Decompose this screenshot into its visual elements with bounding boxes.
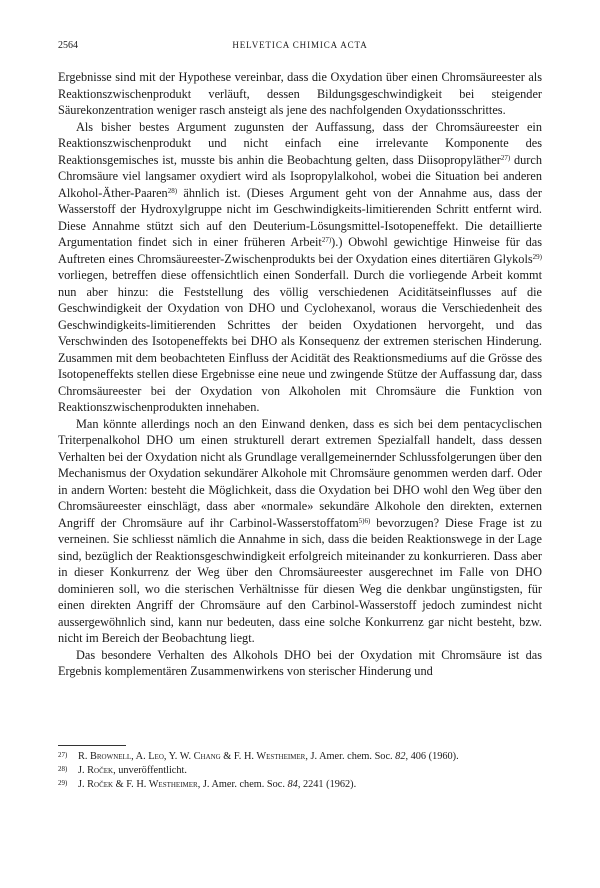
text-run: bevorzugen? Diese Frage ist zu verneinen. Sie schliesst nämlich die Annahme in sich, dass die beiden Reaktionswege in der Lage sind, bezüglich der Reaktionsgeschwindigkeit erfolgreich miteinander zu konkurrieren. Dass aber in dieser Konkurrenz der Weg über den Chromsäureester ausgerechnet im Falle von DHO dominieren soll, wo die sterischen Verhältnisse für diesen Weg die denkbar ungünstigsten, für einen direkten Angriff der Chromsäure auf den Carbinol-Wasserstoff jedoch zumindest nicht aussergewöhnlich sind, kann nur bedeuten, dass eine solche Konkurrenz gar nicht besteht, bzw. nicht im Bereich der Beobachtung liegt. [58,515,542,645]
author-names: R. Brownell, A. Leo, Y. W. Chang [78,751,221,762]
footnote-reference: 6) [364,516,371,525]
paragraph [58,416,542,647]
text-run: Als bisher bestes Argument zugunsten der Auffassung, dass der Chromsäureester ein Reaktionszwischenprodukt und nicht einfach eine irrelevante Komponente des Reaktionsgemisches ist, musste bis anhin die Beobachtung gelten, dass Diisopropyläther [58,119,542,167]
text-run: Das besondere Verhalten des Alkohols DHO bei der Oxydation mit Chromsäure ist das Ergebnis komplementären Zusammenwirkens von sterischer Hinderung und [58,647,542,678]
text-run: , 406 (1960). [405,751,459,762]
page-number: 2564 [58,40,78,51]
footnote-mark: 28) [58,765,68,773]
footnote-reference: 5) [358,516,365,525]
author-names: F. H. Westheimer [233,751,306,762]
footnote-separator [58,745,126,746]
footnote [58,778,542,792]
text-run: ähnlich ist. (Dieses Argument geht von der Annahme aus, dass der Wasserstoff der Hydroxylgruppe nicht im Geschwindigkeits-limitierenden Schritt entfernt wird. Diese Annahme stützt sich auf den Deuterium-Lösungsmittel-Isotopeneffekt. Die detaillierte Argumentation findet sich in einer früheren Arbeit [58,185,542,249]
author-names: F. H. Westheimer [126,779,198,790]
paragraph [58,647,542,680]
volume-number: 82 [395,751,406,762]
text-run: vorliegen, betreffen diese offensichtlich einen Sonderfall. Durch die vorliegende Arbeit kommt nun aber hinzu: die Feststellung des völlig verschiedenen Aciditätseinflusses auf die Geschwindigkeit der Oxydation von DHO und Cyclohexanol, woraus die Verschiedenheit des Geschwindigkeits-limitierenden Schrittes der beiden Oxydationen hervorgeht, und das Verschwinden des Isotopeneffekts bei DHO als Konsequenz der extremen sterischen Hinderung. Zusammen mit dem beobachteten Einfluss der Acidität des Reaktionsmediums auf die Grösse des Isotopeneffekts stellen diese Ergebnisse eine neue und zwingende Stütze der Auffassung dar, dass Chromsäureester bei der Oxydation von Alkoholen mit Chromsäure die Funktion von Reaktionszwischenprodukten innehaben. [58,268,542,414]
volume-number: 84 [287,779,298,790]
text-run: , 2241 (1962). [297,779,357,790]
text-run: & [220,751,234,762]
text-run: ).) Obwohl gewichtige Hinweise für das Auftreten eines Chromsäureester-Zwischenprodukts bei der Oxydation eines ditertiären Glykols [58,235,542,266]
running-header [58,40,542,54]
footnote-mark: 27) [58,751,68,759]
text-run: Ergebnisse sind mit der Hypothese vereinbar, dass die Oxydation über einen Chromsäureester als Reaktionszwischenprodukt verläuft, dessen Bildungsgeschwindigkeit bei steigender Säurekonzentration weniger rasch ansteigt als jene des nachfolgenden Oxydationsschrittes. [58,70,542,117]
paragraph [58,119,542,416]
footnote-reference: 27) [321,236,332,244]
text-run: , unveröffentlicht. [113,765,187,776]
footnote [58,764,542,778]
footnotes [58,750,542,792]
text-run: durch Chromsäure viel langsamer oxydiert wird als Isopropylalkohol, wobei die Situation bei anderen Alkohol-Äther-Paaren [58,152,542,200]
author-names: J. Roček [78,779,114,790]
footnote [58,750,542,764]
text-run: , J. Amer. chem. Soc. [305,751,396,762]
text-run: , J. Amer. chem. Soc. [197,779,288,790]
footnote-reference: 28) [167,186,178,195]
footnote-reference: 29) [532,252,542,261]
footnote-mark: 29) [58,779,68,787]
paragraph [58,69,542,119]
author-names: J. Roček [78,765,114,776]
text-run: & [113,779,127,790]
journal-title: HELVETICA CHIMICA ACTA [232,40,368,50]
text-run: Man könnte allerdings noch an den Einwand denken, dass es sich bei dem pentacyclischen Triterpenalkohol DHO um einen strukturell derart extremen Spezialfall handelt, dass dessen Verhalten bei der Oxydation nicht als Grundlage verallgemeinernder Schlussfolgerungen über den Mechanismus der Oxydation sekundärer Alkohole mit Chromsäure genommen werden darf. Oder in andern Worten: besteht die Möglichkeit, dass die Oxydation bei DHO wohl den Weg über den Chromsäureester einschlägt, dass aber «normale» sekundäre Alkohole den direkten, externen Angriff der Chromsäure auf ihr Carbinol-Wasserstoffatom [58,416,542,530]
footnote-reference: 27) [500,153,511,162]
article-body [58,69,542,680]
